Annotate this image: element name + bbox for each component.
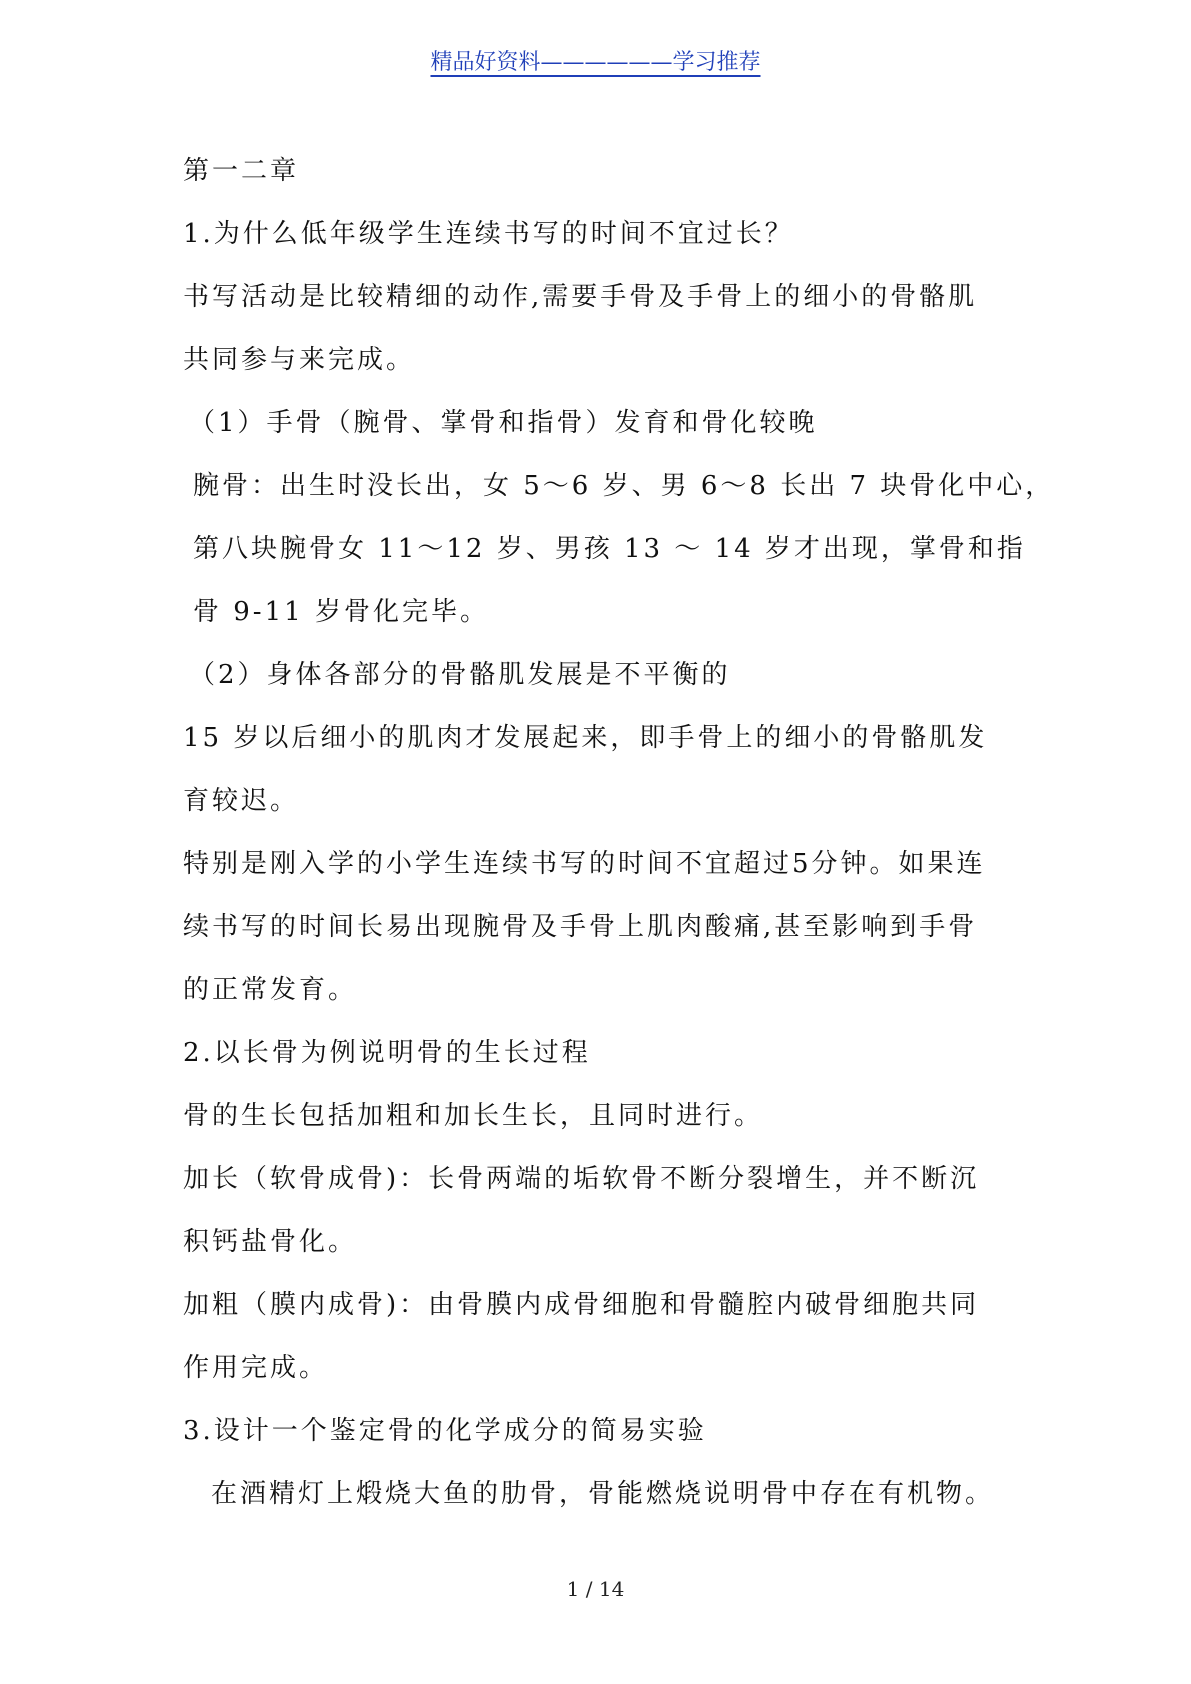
question-3-heading: 3.设计一个鉴定骨的化学成分的简易实验 (183, 1416, 707, 1446)
question-2-heading: 2.以长骨为例说明骨的生长过程 (183, 1038, 591, 1068)
chapter-title: 第一二章 (183, 156, 300, 186)
subheading-2: （2）身体各部分的骨骼肌发展是不平衡的 (189, 660, 731, 690)
paragraph-line: 共同参与来完成。 (183, 345, 416, 375)
paragraph-line: 作用完成。 (183, 1353, 329, 1383)
paragraph-line: 书写活动是比较精细的动作,需要手骨及手骨上的细小的骨骼肌 (183, 282, 978, 312)
paragraph-line: 育较迟。 (183, 786, 300, 816)
page-header (0, 48, 1191, 78)
paragraph-line: 加长（软骨成骨)：长骨两端的垢软骨不断分裂增生，并不断沉 (183, 1164, 980, 1194)
paragraph-line: 15 岁以后细小的肌肉才发展起来，即手骨上的细小的骨骼肌发 (183, 723, 988, 753)
document-body (183, 140, 1055, 1526)
paragraph-line: 的正常发育。 (183, 975, 358, 1005)
paragraph-line: 加粗（膜内成骨)：由骨膜内成骨细胞和骨髓腔内破骨细胞共同 (183, 1290, 980, 1320)
page-number: 1 / 14 (566, 1577, 625, 1601)
paragraph-line: 第八块腕骨女 11～12 岁、男孩 13 ～ 14 岁才出现，掌骨和指 (193, 534, 1026, 564)
paragraph-line: 骨的生长包括加粗和加长生长，且同时进行。 (183, 1101, 764, 1131)
paragraph-line: 腕骨：出生时没长出，女 5～6 岁、男 6～8 长出 7 块骨化中心， (193, 471, 1055, 501)
header-title: 精品好资料——————学习推荐 (430, 50, 761, 75)
paragraph-line: 骨 9-11 岁骨化完毕。 (193, 597, 489, 627)
paragraph-line: 特别是刚入学的小学生连续书写的时间不宜超过5分钟。如果连 (183, 849, 986, 879)
question-1-heading: 1.为什么低年级学生连续书写的时间不宜过长？ (183, 219, 794, 249)
paragraph-line: 积钙盐骨化。 (183, 1227, 358, 1257)
paragraph-line: 在酒精灯上煅烧大鱼的肋骨，骨能燃烧说明骨中存在有机物。 (211, 1479, 995, 1509)
paragraph-line: 续书写的时间长易出现腕骨及手骨上肌肉酸痛,甚至影响到手骨 (183, 912, 978, 942)
subheading-1: （1）手骨（腕骨、掌骨和指骨）发育和骨化较晚 (189, 408, 818, 438)
